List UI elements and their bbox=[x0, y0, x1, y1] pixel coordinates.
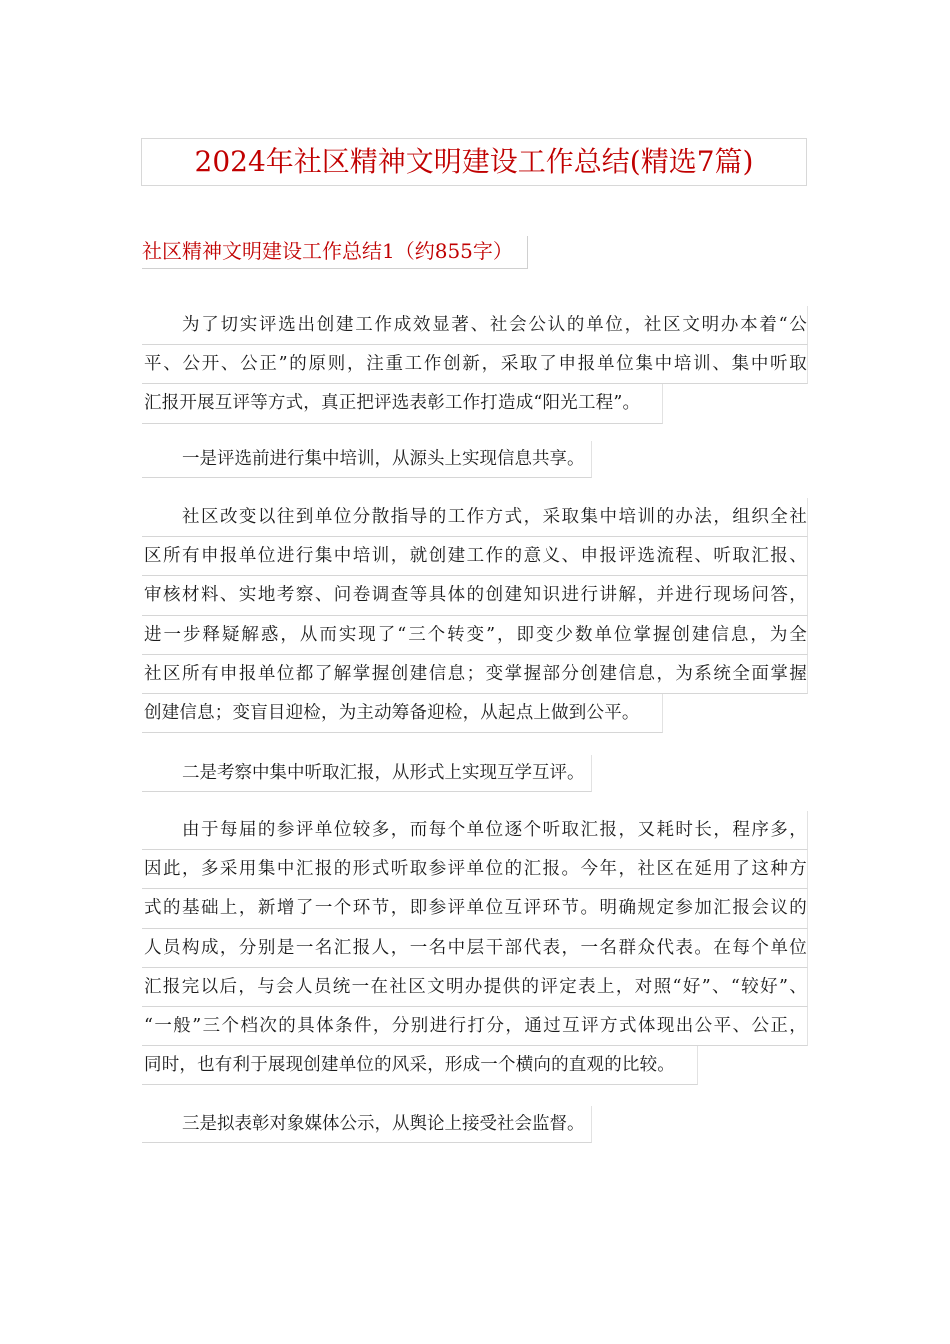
paragraph-line: 同时，也有利于展现创建单位的风采，形成一个横向的直观的比较。 bbox=[142, 1046, 698, 1085]
paragraph-line: 为了切实评选出创建工作成效显著、社会公认的单位，社区文明办本着“公 bbox=[142, 306, 808, 345]
paragraph-line: “一般”三个档次的具体条件，分别进行打分，通过互评方式体现出公平、公正， bbox=[142, 1007, 808, 1046]
paragraph-2 bbox=[142, 498, 808, 748]
document-title: 2024年社区精神文明建设工作总结(精选7篇) bbox=[141, 138, 807, 186]
subheading-2: 二是考察中集中听取汇报，从形式上实现互学互评。 bbox=[142, 755, 592, 792]
paragraph-1 bbox=[142, 306, 808, 439]
paragraph-line: 社区改变以往到单位分散指导的工作方式，采取集中培训的办法，组织全社 bbox=[142, 498, 808, 537]
paragraph-3 bbox=[142, 811, 808, 1101]
paragraph-line: 式的基础上，新增了一个环节，即参评单位互评环节。明确规定参加汇报会议的 bbox=[142, 889, 808, 928]
subheading-3: 三是拟表彰对象媒体公示，从舆论上接受社会监督。 bbox=[142, 1106, 592, 1143]
paragraph-line: 汇报完以后，与会人员统一在社区文明办提供的评定表上，对照“好”、“较好”、 bbox=[142, 968, 808, 1007]
paragraph-line: 审核材料、实地考察、问卷调查等具体的创建知识进行讲解，并进行现场问答， bbox=[142, 576, 808, 615]
paragraph-line: 因此，多采用集中汇报的形式听取参评单位的汇报。今年，社区在延用了这种方 bbox=[142, 850, 808, 889]
paragraph-line: 汇报开展互评等方式，真正把评选表彰工作打造成“阳光工程”。 bbox=[142, 384, 663, 423]
section-heading: 社区精神文明建设工作总结1（约855字） bbox=[142, 236, 528, 269]
paragraph-line: 进一步释疑解惑，从而实现了“三个转变”，即变少数单位掌握创建信息，为全 bbox=[142, 616, 808, 655]
paragraph-line: 创建信息；变盲目迎检，为主动筹备迎检，从起点上做到公平。 bbox=[142, 694, 663, 733]
paragraph-line: 人员构成，分别是一名汇报人，一名中层干部代表，一名群众代表。在每个单位 bbox=[142, 929, 808, 968]
paragraph-line: 区所有申报单位进行集中培训，就创建工作的意义、申报评选流程、听取汇报、 bbox=[142, 537, 808, 576]
paragraph-line: 社区所有申报单位都了解掌握创建信息；变掌握部分创建信息，为系统全面掌握 bbox=[142, 655, 808, 694]
paragraph-line: 平、公开、公正”的原则，注重工作创新，采取了申报单位集中培训、集中听取 bbox=[142, 345, 808, 384]
subheading-1: 一是评选前进行集中培训，从源头上实现信息共享。 bbox=[142, 441, 592, 478]
paragraph-line: 由于每届的参评单位较多，而每个单位逐个听取汇报，又耗时长，程序多， bbox=[142, 811, 808, 850]
